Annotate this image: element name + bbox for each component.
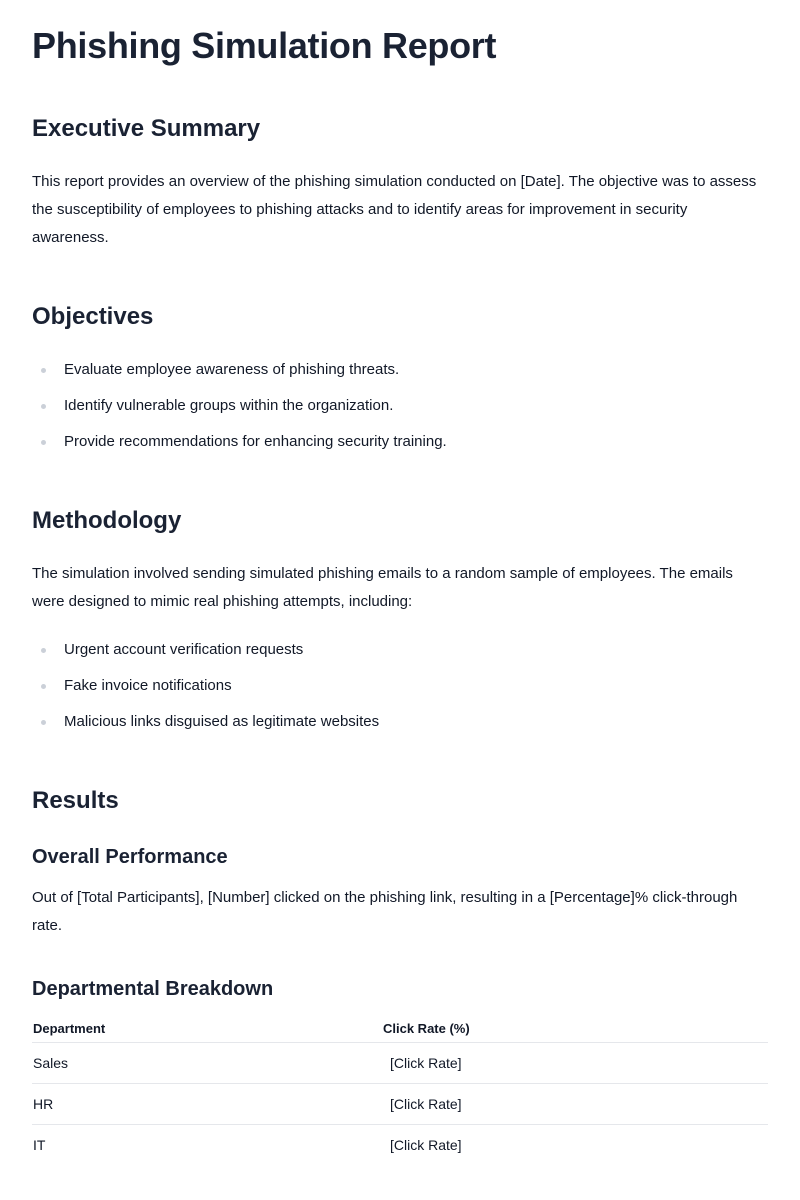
- list-item-text: Evaluate employee awareness of phishing threats.: [64, 361, 400, 378]
- bullet-icon: [41, 684, 46, 689]
- overall-performance-text: Out of [Total Participants], [Number] clicked on the phishing link, resulting in a [Percentage]% click-through rate.: [32, 889, 738, 934]
- list-item-text: Urgent account verification requests: [64, 641, 304, 658]
- list-item-text: Identify vulnerable groups within the organization.: [64, 397, 394, 414]
- bullet-icon: [41, 368, 46, 373]
- objectives-heading: Objectives: [32, 303, 154, 330]
- table-row: [32, 1084, 768, 1125]
- department-cell: HR: [32, 1084, 382, 1125]
- list-item-text: Malicious links disguised as legitimate websites: [64, 713, 380, 730]
- click-rate-cell: [Click Rate]: [390, 1137, 462, 1153]
- column-header-department: Department: [32, 1014, 382, 1043]
- department-cell: Sales: [32, 1043, 382, 1084]
- table-row: [32, 1125, 768, 1166]
- executive-summary-text: This report provides an overview of the phishing simulation conducted on [Date]. The objective was to assess the susceptibility of employees to phishing attacks and to identify areas for improvement in security awareness.: [32, 173, 757, 246]
- list-item: [32, 394, 768, 430]
- methodology-heading: Methodology: [32, 507, 182, 534]
- table-header-row: [32, 1014, 768, 1043]
- methodology-text: The simulation involved sending simulated phishing emails to a random sample of employees. The emails were designed to mimic real phishing attempts, including:: [32, 565, 733, 610]
- list-item: [32, 358, 768, 394]
- overall-performance-heading: Overall Performance: [32, 846, 228, 868]
- column-header-click-rate: Click Rate (%): [382, 1014, 768, 1043]
- click-rate-cell: [Click Rate]: [382, 1084, 768, 1125]
- results-heading: Results: [32, 787, 119, 814]
- page-title: Phishing Simulation Report: [32, 25, 497, 66]
- bullet-icon: [41, 720, 46, 725]
- list-item: [32, 638, 768, 674]
- department-cell: IT: [33, 1137, 46, 1153]
- list-item: [32, 710, 768, 746]
- department-table: [32, 1014, 768, 1165]
- click-rate-cell: [Click Rate]: [382, 1043, 768, 1084]
- executive-summary-heading: Executive Summary: [32, 115, 261, 142]
- list-item-text: Fake invoice notifications: [64, 677, 232, 694]
- list-item-text: Provide recommendations for enhancing security training.: [64, 433, 447, 450]
- bullet-icon: [41, 648, 46, 653]
- table-row: [32, 1043, 768, 1084]
- objectives-list: [32, 358, 768, 466]
- list-item: [32, 430, 768, 466]
- bullet-icon: [41, 440, 46, 445]
- methodology-list: [32, 638, 768, 746]
- departmental-breakdown-heading: Departmental Breakdown: [32, 978, 274, 1000]
- bullet-icon: [41, 404, 46, 409]
- list-item: [32, 674, 768, 710]
